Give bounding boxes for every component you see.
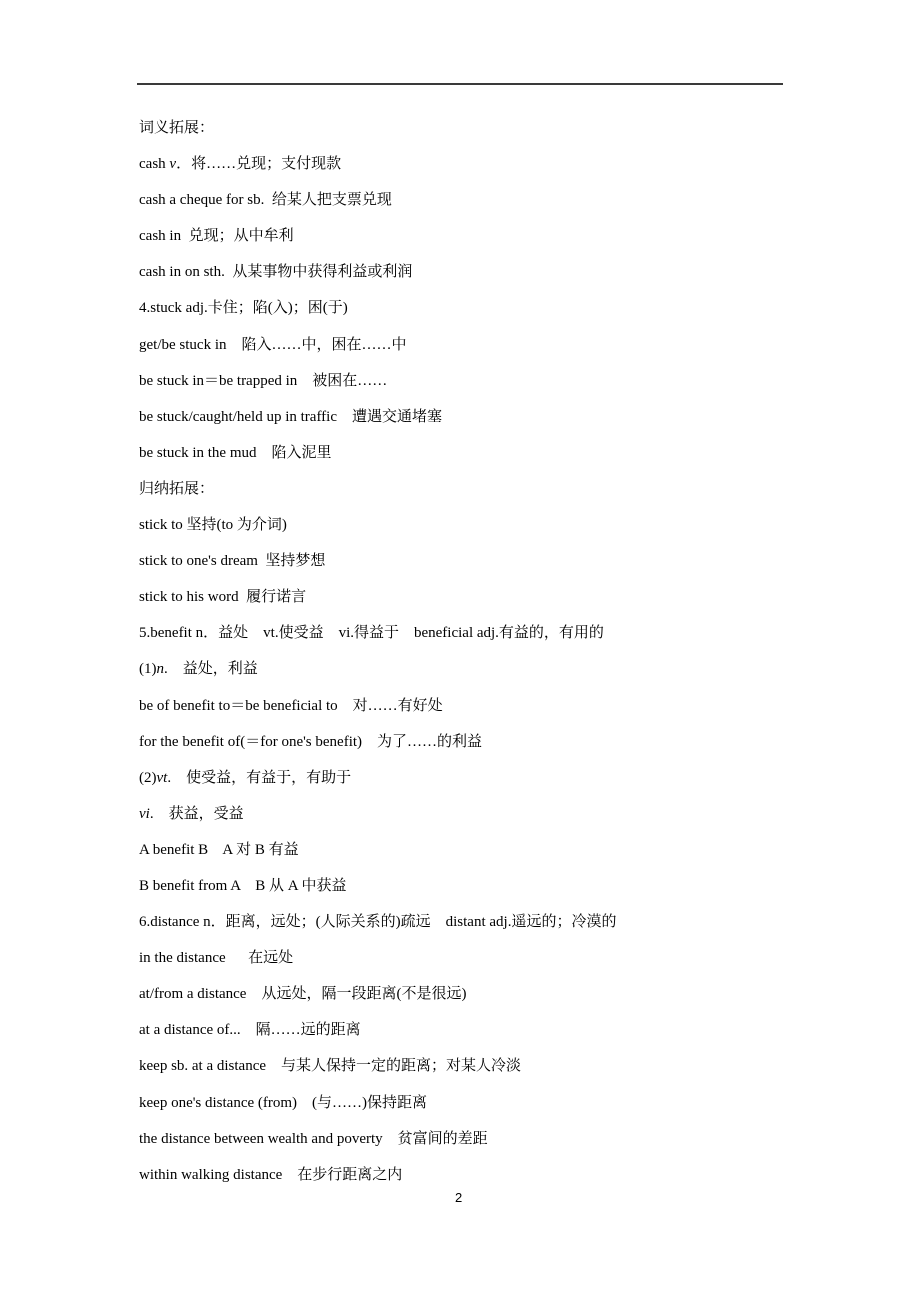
- text-segment: for the benefit of(＝for one's benefit) 为了……的利益: [139, 733, 483, 750]
- text-segment: . 获益，受益: [149, 805, 244, 822]
- text-line: [139, 804, 819, 840]
- text-segment: keep one's distance (from) (与……)保持距离: [139, 1094, 428, 1111]
- text-line: [139, 190, 819, 226]
- text-line: [139, 768, 819, 804]
- text-line: [139, 876, 819, 912]
- text-segment: 词义拓展：: [139, 120, 215, 136]
- text-segment: be of benefit to＝be beneficial to 对……有好处: [139, 697, 443, 714]
- text-segment: be stuck/caught/held up in traffic 遭遇交通堵塞: [139, 408, 442, 425]
- text-line: [139, 948, 819, 984]
- text-segment: within walking distance 在步行距离之内: [139, 1166, 403, 1183]
- text-segment: in the distance 在远处: [139, 950, 294, 967]
- text-segment: cash in 兑现；从中牟利: [139, 228, 294, 245]
- italic-segment: vi: [139, 805, 150, 822]
- text-line: [139, 984, 819, 1020]
- text-line: [139, 298, 819, 334]
- text-line: [139, 262, 819, 298]
- text-line: [139, 912, 819, 948]
- header-rule: [137, 83, 783, 85]
- text-segment: at a distance of... 隔……远的距离: [139, 1022, 361, 1039]
- text-segment: cash in on sth. 从某事物中获得利益或利润: [139, 264, 413, 281]
- text-line: [139, 659, 819, 695]
- text-line: [139, 1165, 819, 1201]
- text-line: [139, 118, 819, 154]
- text-segment: keep sb. at a distance 与某人保持一定的距离；对某人冷淡: [139, 1058, 522, 1075]
- text-segment: B benefit from A B 从 A 中获益: [139, 877, 347, 894]
- text-segment: get/be stuck in 陷入……中，困在……中: [139, 336, 407, 353]
- text-line: [139, 226, 819, 262]
- italic-segment: v: [169, 156, 177, 173]
- text-segment: stick to his word 履行诺言: [139, 589, 307, 606]
- text-line: [139, 1093, 819, 1129]
- text-segment: 4.stuck adj.卡住；陷(入)；困(于): [139, 300, 348, 317]
- text-line: [139, 407, 819, 443]
- italic-segment: n: [156, 661, 164, 678]
- text-line: [139, 515, 819, 551]
- text-segment: A benefit B A 对 B 有益: [139, 841, 299, 858]
- text-segment: (1): [139, 661, 157, 678]
- italic-segment: vt: [156, 769, 168, 786]
- text-line: [139, 335, 819, 371]
- text-line: [139, 154, 819, 190]
- text-segment: 归纳拓展：: [139, 480, 215, 497]
- text-segment: be stuck in＝be trapped in 被困在……: [139, 372, 388, 389]
- text-line: [139, 443, 819, 479]
- text-segment: stick to one's dream 坚持梦想: [139, 553, 326, 570]
- text-line: [139, 1056, 819, 1092]
- text-segment: cash: [139, 156, 170, 173]
- text-line: [139, 732, 819, 768]
- text-line: [139, 1129, 819, 1165]
- text-line: [139, 623, 819, 659]
- text-segment: ．将……兑现；支付现款: [176, 156, 342, 173]
- document-body: [139, 118, 819, 1201]
- text-segment: the distance between wealth and poverty 贫富间的差距: [139, 1130, 488, 1147]
- text-line: [139, 479, 819, 515]
- text-line: [139, 587, 819, 623]
- text-line: [139, 371, 819, 407]
- text-line: [139, 551, 819, 587]
- text-line: [139, 1020, 819, 1056]
- text-segment: (2): [139, 769, 157, 786]
- text-line: [139, 840, 819, 876]
- text-segment: cash a cheque for sb. 给某人把支票兑现: [139, 192, 392, 209]
- text-segment: 6.distance n．距离，远处；(人际关系的)疏远 distant adj.遥远的；冷漠的: [139, 914, 617, 931]
- text-segment: be stuck in the mud 陷入泥里: [139, 444, 332, 461]
- text-segment: at/from a distance 从远处，隔一段距离(不是很远): [139, 986, 467, 1003]
- text-segment: stick to 坚持(to 为介词): [139, 517, 287, 534]
- text-segment: 5.benefit n．益处 vt.使受益 vi.得益于 beneficial adj.有益的，有用的: [139, 625, 604, 642]
- text-line: [139, 696, 819, 732]
- text-segment: . 使受益，有益于，有助于: [167, 769, 352, 786]
- text-segment: . 益处，利益: [164, 661, 258, 678]
- page-number: 2: [455, 1190, 463, 1205]
